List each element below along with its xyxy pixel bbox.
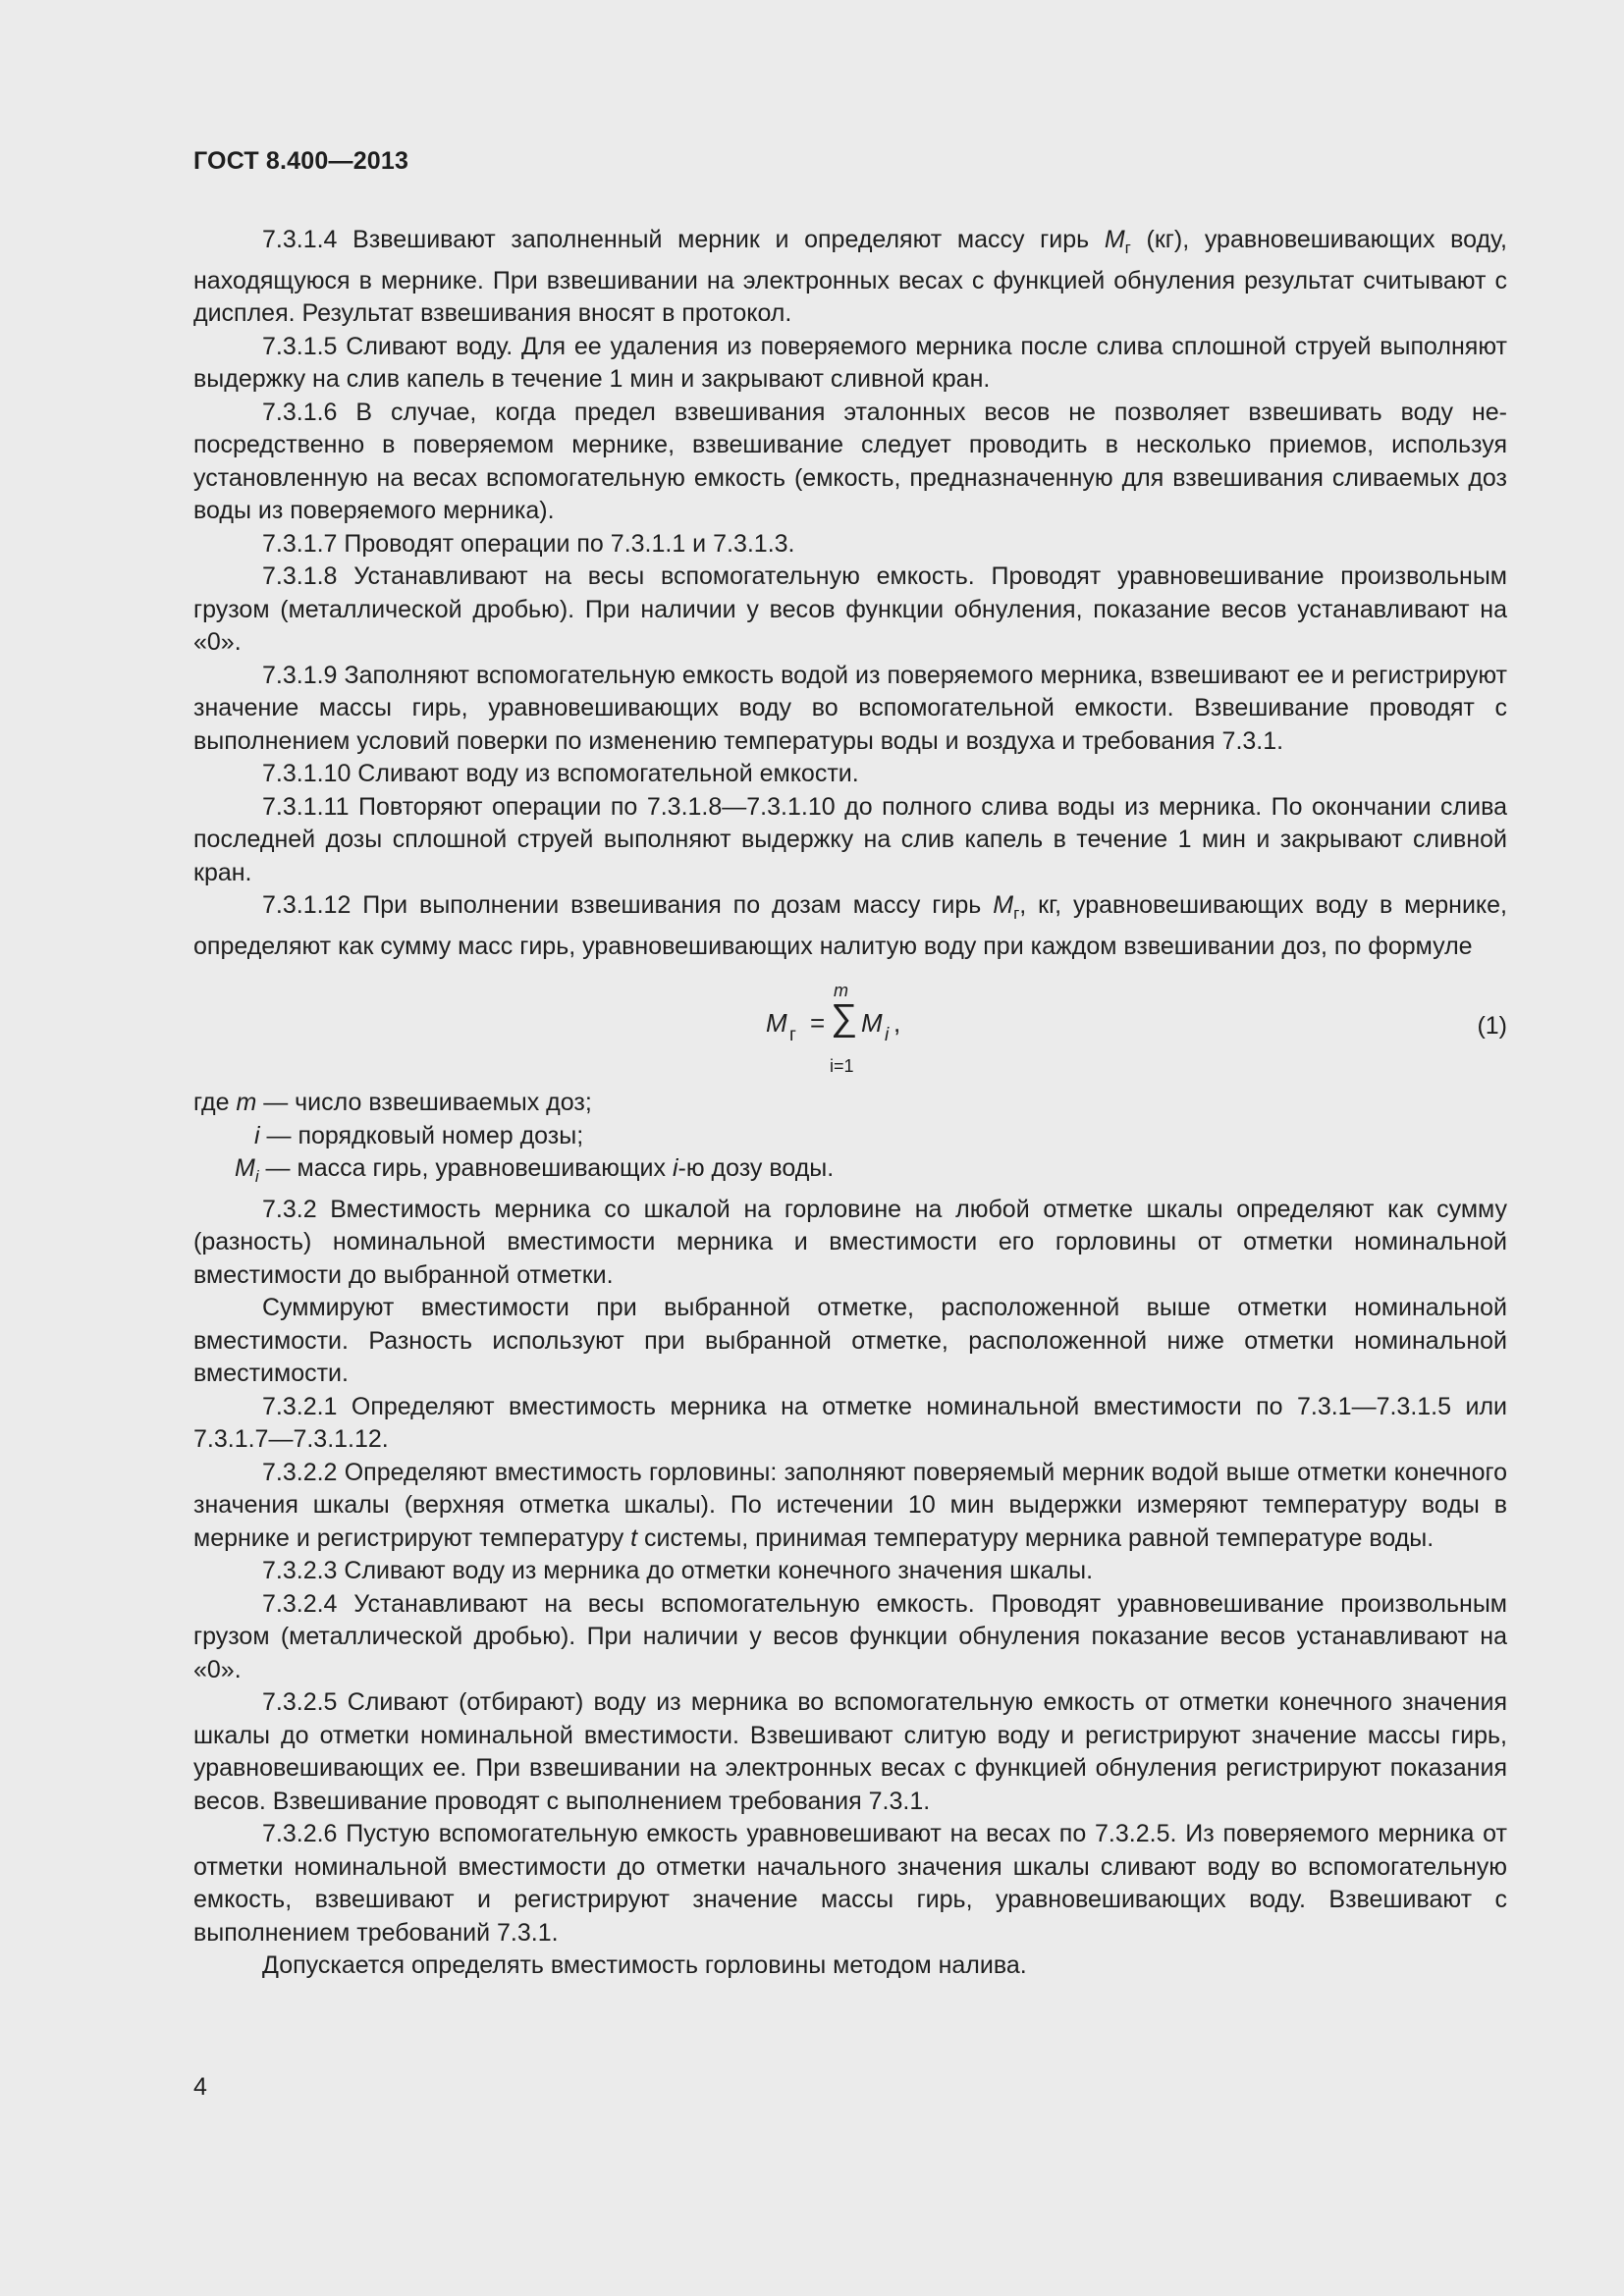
paragraph-7-3-1-7: 7.3.1.7 Проводят операции по 7.3.1.1 и 7.3.1.3. xyxy=(262,529,795,558)
formula-1 xyxy=(766,975,913,1085)
paragraph-7-3-2-3: 7.3.2.3 Сливают воду из мерника до отметки конечного значения шкалы. xyxy=(262,1557,1094,1584)
paragraph-7-3-1-6: 7.3.1.6 В случае, когда предел взвешивания эталонных весов не позволяет взвешивать воду непосредственно в поверяемом мернике, взвешивание следует проводить в несколько приемов, используя установленную на весах вспомогательную емкость (емкость, предназначенную для взвешивания сливаемых доз воды из поверяемого мерника). xyxy=(193,398,1507,524)
paragraph-7-3-2: 7.3.2 Вместимость мерника со шкалой на горловине на любой отметке шкалы определяют как сумму (разность) номинальной вместимости мерника и вместимости его горловины от отметки номинальной вместимости до выбранной отметки. xyxy=(193,1195,1507,1289)
formula-term: M xyxy=(861,1008,883,1038)
paragraph-7-3-1-5: 7.3.1.5 Сливают воду. Для ее удаления из поверяемого мерника после слива сплошной струей выполняют выдержку на слив капель в течение 1 мин и закрывают сливной кран. xyxy=(193,332,1507,393)
paragraph-7-3-1-10: 7.3.1.10 Сливают воду из вспомогательной емкости. xyxy=(262,760,859,787)
formula-comma: , xyxy=(893,1008,901,1038)
sum-upper-limit: m xyxy=(834,981,848,1000)
paragraph-7-3-2-1: 7.3.2.1 Определяют вместимость мерника на отметке номинальной вместимости по 7.3.1—7.3.1.5 или 7.3.1.7—7.3.1.12. xyxy=(193,1392,1507,1453)
formula-equals: = xyxy=(810,1008,826,1038)
paragraph-7-3-2-2: 7.3.2.2 Определяют вместимость горловины: заполняют поверяемый мерник водой выше отметки конечного значения шкалы (верхняя отметка шкалы). По истечении 10 мин выдержки измеряют температуру воды в мернике и регистрируют температуру t системы, принимая температуру мерника равной температуре воды. xyxy=(193,1458,1507,1552)
formula-lhs: M xyxy=(766,1008,787,1038)
formula-row xyxy=(193,975,1507,1085)
paragraph-summation: Суммируют вместимости при выбранной отметке, расположенной выше отметки номинальной вместимости. Разность используют при выбранной отметке, расположенной ниже отметки номинальной вместимости. xyxy=(193,1294,1507,1387)
paragraph-allowed-method: Допускается определять вместимость горловины методом налива. xyxy=(262,1951,1027,1979)
document-body xyxy=(193,224,1507,1983)
formula-lhs-sub: г xyxy=(789,1025,796,1045)
sum-symbol: ∑ xyxy=(831,997,858,1039)
paragraph-7-3-1-12: 7.3.1.12 При выполнении взвешивания по дозам массу гирь $M_г$, кг, уравновешивающих воду в мернике, определяют как сумму масс гирь, уравновешивающих налитую воду при каждом взвешивании доз, по формуле xyxy=(193,891,1507,960)
formula-term-sub: i xyxy=(885,1025,890,1045)
page-number: 4 xyxy=(193,2073,207,2101)
where-line-i: i — порядковый номер дозы; xyxy=(254,1121,584,1149)
where-line-m: где m — число взвешиваемых доз; xyxy=(193,1089,592,1116)
paragraph-7-3-2-5: 7.3.2.5 Сливают (отбирают) воду из мерника во вспомогательную емкость от отметки конечного значения шкалы до отметки номинальной вместимости. Взвешивают слитую воду и регистрируют значение массы гирь, уравновешивающих ее. При взвешивании на электронных весах с функцией обнуления регистрируют показания весов. Взвешивание проводят с выполнением требования 7.3.1. xyxy=(193,1688,1507,1815)
paragraph-7-3-1-8: 7.3.1.8 Устанавливают на весы вспомогательную емкость. Проводят уравновешивание произвольным грузом (металлической дробью). При наличии у весов функции обнуления, показание весов устанавливают на «0». xyxy=(193,562,1507,656)
paragraph-7-3-1-11: 7.3.1.11 Повторяют операции по 7.3.1.8—7.3.1.10 до полного слива воды из мерника. По окончании слива последней дозы сплошной струей выполняют выдержку на слив капель в течение 1 мин и закрывают сливной кран. xyxy=(193,792,1507,886)
where-line-mi: $M_i$ — масса гирь, уравновешивающих i-ю дозу воды. xyxy=(235,1154,835,1186)
paragraph-7-3-1-9: 7.3.1.9 Заполняют вспомогательную емкость водой из поверяемого мерника, взвешивают ее и регистрируют значение массы гирь, уравновешивающих воду во вспомогательной емкости. Взвешивание проводят с выполнением условий поверки по изменению температуры воды и воздуха и требования 7.3.1. xyxy=(193,661,1507,755)
paragraph-7-3-1-4: 7.3.1.4 Взвешивают заполненный мерник и определяют массу гирь $M_г$ (кг), уравновешивающих воду, находящуюся в мернике. При взвешивании на электронных весах с функцией обнуления результат считывают с дисплея. Результат взвешивания вносят в протокол. xyxy=(193,226,1507,327)
equation-number: (1) xyxy=(1477,1012,1507,1040)
sum-lower-limit: i=1 xyxy=(830,1056,854,1076)
paragraph-7-3-2-6: 7.3.2.6 Пустую вспомогательную емкость уравновешивают на весах по 7.3.2.5. Из поверяемого мерника от отметки номинальной вместимости до отметки начального значения шкалы сливают воду во вспомогательную емкость, взвешивают и регистрируют значение массы гирь, уравновешивающих воду. Взвешивают с выполнением требований 7.3.1. xyxy=(193,1820,1507,1947)
document-header: ГОСТ 8.400—2013 xyxy=(193,147,409,175)
paragraph-7-3-2-4: 7.3.2.4 Устанавливают на весы вспомогательную емкость. Проводят уравновешивание произвольным грузом (металлической дробью). При наличии у весов функции обнуления показание весов устанавливают на «0». xyxy=(193,1589,1507,1683)
